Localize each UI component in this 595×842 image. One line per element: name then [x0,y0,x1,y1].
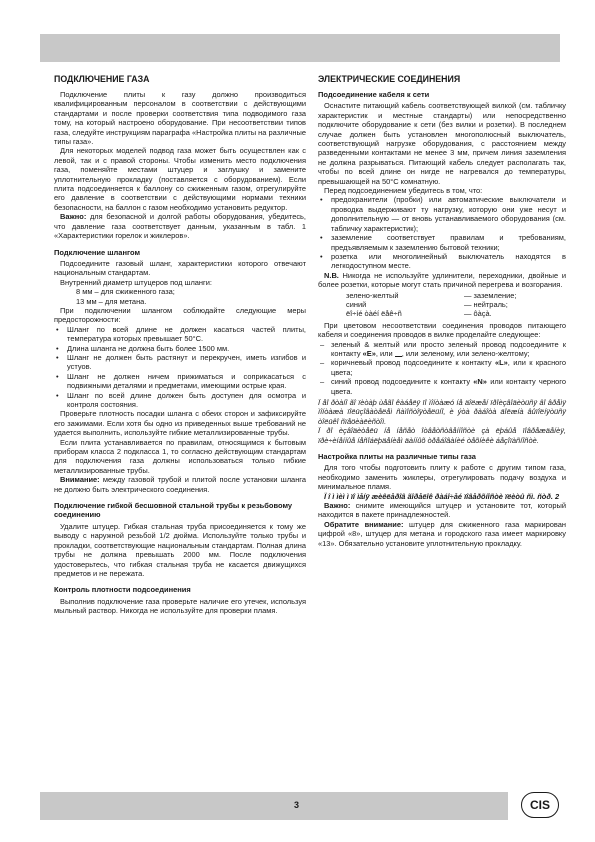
important-label: Важно: [324,501,351,511]
leak-check-heading: Контроль плотности подсоединения [54,585,191,595]
paragraph [318,520,566,548]
list-item: • Длина шланга не должна быть более 1500 мм. [56,343,230,353]
bullet-icon: • [320,195,323,205]
cable-connection-heading: Подсоединение кабеля к сети [318,90,430,99]
bullet-icon: • [320,233,323,243]
electrical-checklist [318,195,566,270]
paragraph: Проверьте плотность посадки шланга с обеих сторон и зафиксируйте его зажимами. Если хотя бы одно из приведенных выше требований не удается выполнить, используйте гибкие металлизированные трубы. [54,409,306,438]
paragraph: Для некоторых моделей подвод газа может быть осуществлен как с левой, так и с правой стороны. Чтобы изменить место подключения газа, поменяйте местами штуцер и заглушку и замените уплотнительную прокладку (поставляется с оборудованием). Если плита подсоединяется к баллону со сжиженным газом, отрегулируйте его давление в соответствии с действующими нормами техники безопасности, на баллон с газом необходимо установить редуктор. [54,146,306,212]
hose-connection-heading: Подключение шлангом [54,247,141,257]
list-item: • розетка или многолинейный выключатель находятся в легкодоступном месте. [320,251,566,271]
list-item: • Шланг не должен быть растянут и перекручен, иметь изгибов и устуов. [56,352,306,372]
list-item: – зеленый & желтый или просто зеленый провод подсоедините к контакту «E», или , или зеленому, или зелено-желтому; [320,339,566,358]
paragraph [318,501,566,520]
hose-sizes [76,287,306,306]
important-text: снимите имеющийся штуцер и установите тот, который находится в пакете принадлежностей. [318,501,566,520]
list-item: • предохранители (пробки) или автоматические выключатели и проводка выдерживают ту нагрузку, которую они уже несут и дополнительную — от вновь устанавливаемого оборудования (см. табличку характеристик); [320,195,566,233]
list-item: • Шланг не должен ничем прижиматься и соприкасаться с подвижными деталями и предметами, имеющими острые края. [56,371,306,391]
size-lpg: 8 мм – для сжиженного газа; [76,287,175,297]
gas-type-adjust-heading: Настройка плиты на различные типы газа [318,452,476,462]
bullet-icon: • [320,251,323,261]
paragraph [54,212,306,240]
bullet-icon: • [56,324,59,334]
bullet-icon: • [56,343,59,353]
important-label: Важно: [60,212,87,222]
important-text: для безопасной и долгой работы оборудования, убедитесь, что давление газа соответствует данным, указанным в табл. 1 «Характеристики горелок и жиклеров». [54,212,306,241]
gas-connection-section [54,74,306,616]
list-item: – коричневый провод подсоедините к контакту «L», или к красного цвета; [320,358,566,377]
paragraph: Подключение плиты к газу должно производиться квалифицированным персоналом в соответствии с действующими стандартами и после проверки соответствия типа подводимого газа тому, на который настроено оборудование. При несоответствии типов газа, следуйте инструкциям параграфа «Настройка плиты на различные типы газа». [54,90,306,147]
header-bar [40,34,560,62]
garbled-paragraph: Ï åî ðòàíî ãî ïèòàþ ùåãî êàáåëÿ ïî ìîíòàæó íå äîëæåí ïðîèçâîäèòüñÿ âî âðåìÿ ìîíòàæà ïîëüçîâàòåëåì ñàìîñòîÿòåëüíî, è ýòà ðàáîòà äîëæíà âûïîëíÿòüñÿ òîëüêî ñïåöèàëèñòîì. [318,398,566,426]
garbled-paragraph: Ï ðî èçâîäèòåëü íå íåñåò îòâåòñòâåííîñòè çà ëþáûå ïîâðåæäåíèÿ, ïðè÷èíåííûå íåñîáëþäåíèåì äàííûõ òðåáîâàíèé òåõíèêè áåçîïàñíîñòè. [318,426,566,445]
footer-bar [40,792,508,820]
language-badge: CIS [521,792,559,818]
page-number: 3 [294,800,300,810]
wire-color-table [346,291,566,319]
attention-label: Внимание: [60,475,100,485]
paragraph: Подсоедините газовый шланг, характеристики которого отвечают национальным стандартам. [54,258,306,278]
nb-label: N.B. [324,270,339,280]
wire-row: синий — нейтраль; [346,299,508,309]
paragraph: Выполнив подключение газа проверьте наличие его утечек, используя мыльный раствор. Никогда не используйте для проверки пламя. [54,596,306,616]
paragraph: При подключении шлангом соблюдайте следующие меры предосторожности: [54,305,306,325]
electrical-title: ЭЛЕКТРИЧЕСКИЕ СОЕДИНЕНИЯ [318,74,461,84]
list-item: • заземление соответствует правилам и требованиям, предъявляемым к заземлению бытовой техники; [320,233,566,252]
wire-row: зелено-желтый — заземление; [346,290,517,300]
wire-row: ëî÷íé òàéí ëåê÷ñ — ôàçà. [346,309,492,319]
hose-precautions-list [54,325,306,410]
bullet-icon: • [56,390,59,400]
size-methane: 13 мм – для метана. [76,296,147,306]
wiring-steps-list [318,340,566,396]
bullet-icon: • [56,371,59,381]
list-item: • Шланг по всей длине должен быть доступен для осмотра и контроля состояния. [56,390,306,409]
attention-label: Обратите внимание: [324,519,404,529]
steel-pipe-heading: Подключение гибкой бесшовной стальной трубы к резьбовому соединению [54,501,293,520]
paragraph: Если плита устанавливается по правилам, относящимся к бытовым приборам класса 2 подкласса 1, то согласно действующим стандартам для подключения газа должны использоваться только гибкие металлизированные трубы. [54,437,306,475]
garbled-paragraph: Ï î ì ìèì ì ïî ìåíÿ æèêëåðîâ ãîðåëîê ðàáî÷åé ïîâåðõíîñòè ïëèòû ñì. ñòð. 2 [324,491,560,501]
paragraph: Внутренний диаметр штуцеров под шланги: [60,277,212,287]
paragraph: Оснастите питающий кабель соответствующей вилкой (см. табличку характеристик и местные стандарты) или непосредственно подключите оборудование к сети (без вилки и розетки). В последнем случае должен быть установлен многополюсный выключатель, соответствующий нагрузке оборудования, с расстоянием между разведенными контактами не менее 3 мм, причем линия заземления не должна разрываться. Питающий кабель следует располагать так, чтобы по всей длине он нигде не нагревался до температуры, превышающей на 50°С комнатную. [318,101,566,186]
attention-text: между газовой трубой и плитой после установки шланга не должно быть электрического соединения. [54,475,306,494]
paragraph: Перед подсоединением убедитесь в том, что: [324,186,483,196]
attention-text: штуцер для сжиженного газа маркирован цифрой «8», штуцер для метана и городского газа имеет маркировку «13». Обязательно установите уплотнительную прокладку. [318,519,566,548]
paragraph: Для того чтобы подготовить плиту к работе с другим типом газа, необходимо заменить жиклеры, отрегулировать подачу воздуха и минимальное пламя. [318,463,566,492]
list-item: • Шланг по всей длине не должен касаться частей плиты, температура которых превышает 50°С. [56,324,306,344]
ground-symbol-icon [395,350,402,357]
paragraph: Удалите штуцер. Гибкая стальная труба присоединяется к тому же выводу с наружной резьбой 1/2 дюйма. Используйте только трубы и прокладки, соответствующие национальным стандартам. Полная длина трубы не должна превышать 2000 мм. После подключения удостоверьтесь, что гибкая стальная труба не касается движущихся предметов и не пережата. [54,521,306,578]
paragraph [54,475,306,494]
paragraph [318,271,566,290]
electrical-section [318,74,566,548]
bullet-icon: • [56,352,59,362]
gas-connection-title: ПОДКЛЮЧЕНИЕ ГАЗА [54,74,150,84]
paragraph: При цветовом несоответствии соединения проводов питающего кабеля и соединения проводов в вилке проделайте следующее: [318,320,566,340]
nb-text: Никогда не используйте удлинители, переходники, двойные и более розетки, которые могут стать причиной перегрева и возгорания. [318,270,566,290]
list-item: – синий провод подсоедините к контакту «N» или контакту черного цвета. [320,377,566,396]
